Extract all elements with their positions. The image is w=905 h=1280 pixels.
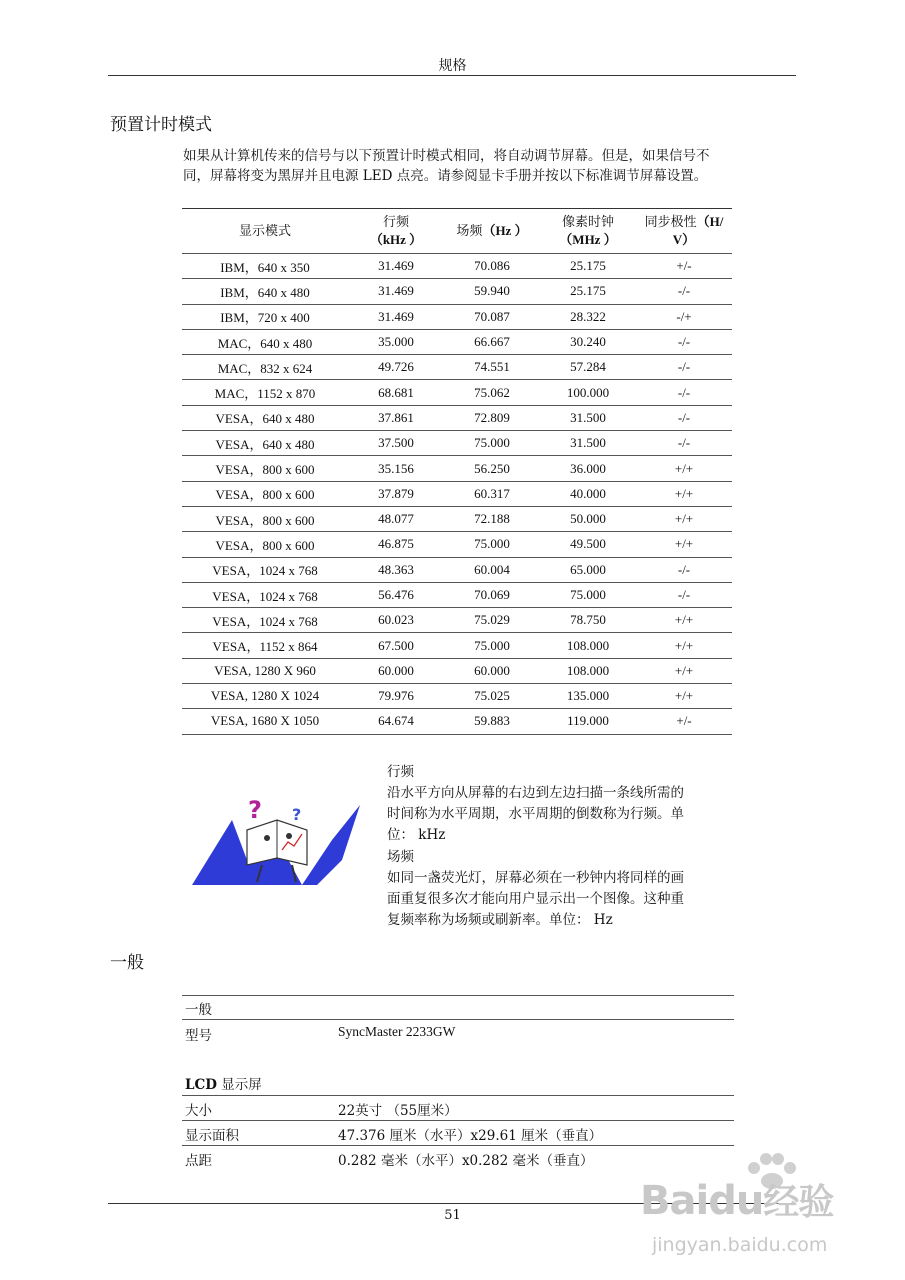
- cell-sync-polarity: +/+: [674, 485, 694, 501]
- cell-pixel-clock: 108.000: [566, 662, 610, 678]
- col-header-vfreq: 场频（Hz ）: [456, 223, 528, 238]
- cell-pixel-clock: 57.284: [570, 359, 606, 375]
- intro-line-1: 如果从计算机传来的信号与以下预置计时模式相同，将自动调节屏幕。但是，如果信号不: [183, 148, 710, 164]
- spec-value-dot-pitch: 0.282 毫米（水平）x0.282 毫米（垂直）: [338, 1153, 594, 1169]
- watermark-brand-a: Bai: [640, 1178, 709, 1224]
- cell-pixel-clock: 31.500: [570, 435, 606, 451]
- section-title-general: 一般: [110, 953, 144, 973]
- cell-vfreq: 70.086: [474, 258, 510, 274]
- vfreq-definition: 场频 如同一盏荧光灯，屏幕必须在一秒钟内将同样的画 面重复很多次才能向用户显示出一个图像。这种重 复频率称为场频或刷新率。单位： Hz: [387, 847, 727, 931]
- table-row: [182, 582, 732, 607]
- timing-modes-table: [182, 208, 732, 735]
- cell-mode: VESA，1024 x 768: [212, 613, 318, 629]
- col-header-mode: 显示模式: [238, 223, 291, 238]
- cell-mode: VESA, 1280 X 1024: [210, 688, 320, 704]
- cell-pixel-clock: 78.750: [570, 612, 606, 628]
- cell-pixel-clock: 119.000: [567, 713, 609, 729]
- cell-hfreq: 48.363: [378, 561, 414, 577]
- cell-mode: MAC，832 x 624: [217, 360, 313, 376]
- col-header-sync-polarity: 同步极性（H/ V）: [644, 214, 724, 247]
- cell-hfreq: 31.469: [378, 283, 414, 299]
- cell-sync-polarity: -/-: [677, 561, 691, 577]
- table-row: [182, 431, 732, 456]
- running-header: 规格: [438, 58, 467, 74]
- cell-vfreq: 60.000: [474, 662, 510, 678]
- table-row: [182, 405, 732, 430]
- table-row: [182, 355, 732, 380]
- intro-paragraph: [183, 146, 783, 186]
- cell-mode: IBM，640 x 350: [220, 259, 310, 275]
- cell-pixel-clock: 28.322: [570, 308, 606, 324]
- cell-vfreq: 75.029: [474, 612, 510, 628]
- group-label-lcd: LCD 显示屏: [185, 1077, 262, 1093]
- cell-hfreq: 46.875: [378, 536, 414, 552]
- cell-mode: VESA，800 x 600: [215, 537, 315, 553]
- cell-sync-polarity: +/-: [676, 258, 692, 274]
- cell-pixel-clock: 65.000: [570, 561, 606, 577]
- cell-mode: MAC，640 x 480: [217, 335, 313, 351]
- cell-mode: VESA，800 x 600: [215, 462, 315, 478]
- cell-vfreq: 74.551: [474, 359, 510, 375]
- cell-sync-polarity: -/-: [677, 409, 691, 425]
- cell-hfreq: 49.726: [378, 359, 414, 375]
- cell-pixel-clock: 30.240: [570, 334, 606, 350]
- cell-mode: IBM，640 x 480: [220, 284, 310, 300]
- cell-sync-polarity: -/-: [677, 359, 691, 375]
- cell-sync-polarity: -/-: [677, 384, 691, 400]
- spec-key-dot-pitch: 点距: [185, 1153, 212, 1169]
- cell-vfreq: 75.000: [474, 637, 510, 653]
- general-table-top-rule: [182, 995, 734, 996]
- cell-vfreq: 75.025: [474, 688, 510, 704]
- cell-pixel-clock: 135.000: [566, 688, 610, 704]
- vfreq-definition-title: 场频: [387, 849, 414, 865]
- cell-hfreq: 56.476: [378, 587, 414, 602]
- cell-hfreq: 37.500: [378, 435, 414, 451]
- cell-sync-polarity: +/+: [674, 536, 694, 552]
- cell-vfreq: 60.317: [474, 485, 510, 501]
- cell-pixel-clock: 50.000: [570, 511, 606, 527]
- table-row: [182, 709, 732, 734]
- cell-hfreq: 48.077: [378, 511, 414, 527]
- spec-value-model: SyncMaster 2233GW: [338, 1024, 456, 1039]
- cell-vfreq: 59.940: [474, 283, 510, 299]
- cell-pixel-clock: 40.000: [570, 485, 606, 501]
- col-header-hfreq: 行频 （kHz ）: [369, 214, 423, 247]
- cell-mode: VESA，1152 x 864: [212, 639, 318, 655]
- col-header-pixel-clock: 像素时钟 （MHz ）: [559, 214, 617, 247]
- cell-vfreq: 75.062: [474, 384, 510, 400]
- question-mark-icon: ?: [248, 796, 262, 824]
- hfreq-definition: 行频 沿水平方向从屏幕的右边到左边扫描一条线所需的 时间称为水平周期，水平周期的倒数称为行频。单 位： kHz: [387, 762, 727, 846]
- table-row: [182, 608, 732, 633]
- cell-pixel-clock: 25.175: [570, 283, 606, 299]
- cell-sync-polarity: -/-: [677, 334, 691, 350]
- cell-vfreq: 75.000: [474, 435, 510, 451]
- spec-key-model: 型号: [185, 1028, 212, 1044]
- cell-sync-polarity: -/-: [677, 435, 691, 451]
- table-row: [182, 254, 732, 279]
- cell-sync-polarity: +/+: [674, 460, 694, 476]
- table-row: [182, 506, 732, 531]
- cell-pixel-clock: 25.175: [570, 258, 606, 274]
- page-number: 51: [444, 1208, 461, 1223]
- cell-sync-polarity: -/-: [677, 283, 691, 299]
- cell-sync-polarity: +/+: [674, 511, 694, 527]
- cell-hfreq: 35.156: [378, 460, 414, 476]
- table-row: [182, 557, 732, 582]
- cell-hfreq: 68.681: [378, 384, 414, 400]
- cell-vfreq: 72.809: [474, 409, 510, 425]
- cell-hfreq: 60.023: [378, 612, 414, 628]
- blue-splash-right: [302, 805, 360, 885]
- cell-sync-polarity: -/+: [676, 308, 692, 324]
- cell-hfreq: 79.976: [378, 688, 414, 704]
- table-row: [182, 633, 732, 658]
- spec-value-size: 22英寸 （55厘米）: [338, 1103, 458, 1119]
- header-divider: [108, 75, 796, 76]
- table-row: [182, 684, 732, 709]
- cell-mode: VESA, 1280 X 960: [214, 662, 316, 678]
- group-label-general: 一般: [185, 1002, 212, 1018]
- cell-sync-polarity: -/-: [677, 587, 691, 602]
- watermark-url: jingyan.baidu.com: [652, 1234, 828, 1256]
- cell-vfreq: 66.667: [474, 334, 510, 350]
- cell-sync-polarity: +/+: [674, 688, 694, 704]
- section-title-timing-modes: 预置计时模式: [110, 115, 212, 135]
- cell-vfreq: 70.069: [474, 587, 510, 602]
- hfreq-definition-title: 行频: [387, 764, 414, 780]
- table-row: [182, 279, 732, 304]
- cell-mode: VESA，1024 x 768: [212, 588, 318, 604]
- baidu-watermark: [640, 1150, 890, 1270]
- cell-mode: VESA，1024 x 768: [212, 563, 318, 579]
- cell-sync-polarity: +/+: [674, 662, 694, 678]
- cell-vfreq: 60.004: [474, 561, 510, 577]
- cell-mode: VESA，640 x 480: [215, 411, 315, 427]
- cell-sync-polarity: +/+: [674, 637, 694, 653]
- cell-vfreq: 72.188: [474, 511, 510, 527]
- table-row: [182, 658, 732, 683]
- cell-hfreq: 35.000: [378, 334, 414, 350]
- cell-mode: VESA，800 x 600: [215, 512, 315, 528]
- cell-sync-polarity: +/-: [676, 713, 692, 729]
- table-row: [182, 456, 732, 481]
- cell-mode: VESA，800 x 600: [215, 487, 315, 503]
- cell-sync-polarity: +/+: [674, 612, 694, 628]
- cell-pixel-clock: 100.000: [566, 384, 610, 400]
- question-mark-icon: ?: [292, 805, 302, 824]
- cell-pixel-clock: 75.000: [570, 587, 606, 602]
- cell-vfreq: 56.250: [474, 460, 510, 476]
- cell-hfreq: 31.469: [378, 258, 414, 274]
- table-row: [182, 329, 732, 354]
- cell-mode: VESA, 1680 X 1050: [210, 713, 320, 729]
- cell-vfreq: 59.883: [474, 713, 510, 729]
- cell-hfreq: 60.000: [378, 662, 414, 678]
- cell-vfreq: 75.000: [474, 536, 510, 552]
- table-row: [182, 380, 732, 405]
- cell-pixel-clock: 108.000: [566, 637, 610, 653]
- table-header-row: [182, 209, 732, 254]
- spec-key-size: 大小: [185, 1103, 212, 1119]
- cell-vfreq: 70.087: [474, 308, 510, 324]
- table-row: [182, 532, 732, 557]
- cell-hfreq: 37.879: [378, 485, 414, 501]
- watermark-brand-b: du: [708, 1178, 764, 1224]
- cell-pixel-clock: 31.500: [570, 409, 606, 425]
- spec-value-display-area: 47.376 厘米（水平）x29.61 厘米（垂直）: [338, 1128, 603, 1144]
- cell-hfreq: 67.500: [378, 637, 414, 653]
- cell-mode: IBM，720 x 400: [220, 310, 310, 326]
- watermark-brand-cn: 经验: [763, 1182, 834, 1223]
- cell-mode: MAC，1152 x 870: [214, 386, 316, 402]
- cell-hfreq: 37.861: [378, 409, 414, 425]
- table-row: [182, 481, 732, 506]
- confused-character-illustration: [192, 790, 362, 890]
- cell-pixel-clock: 36.000: [570, 460, 606, 476]
- cell-hfreq: 31.469: [378, 308, 414, 324]
- cell-pixel-clock: 49.500: [570, 536, 606, 552]
- cell-hfreq: 64.674: [378, 713, 414, 729]
- cell-mode: VESA，640 x 480: [215, 436, 315, 452]
- intro-line-2: 同，屏幕将变为黑屏并且电源 LED 点亮。请参阅显卡手册并按以下标准调节屏幕设置。: [183, 168, 708, 184]
- table-row: [182, 304, 732, 329]
- spec-key-display-area: 显示面积: [185, 1128, 239, 1144]
